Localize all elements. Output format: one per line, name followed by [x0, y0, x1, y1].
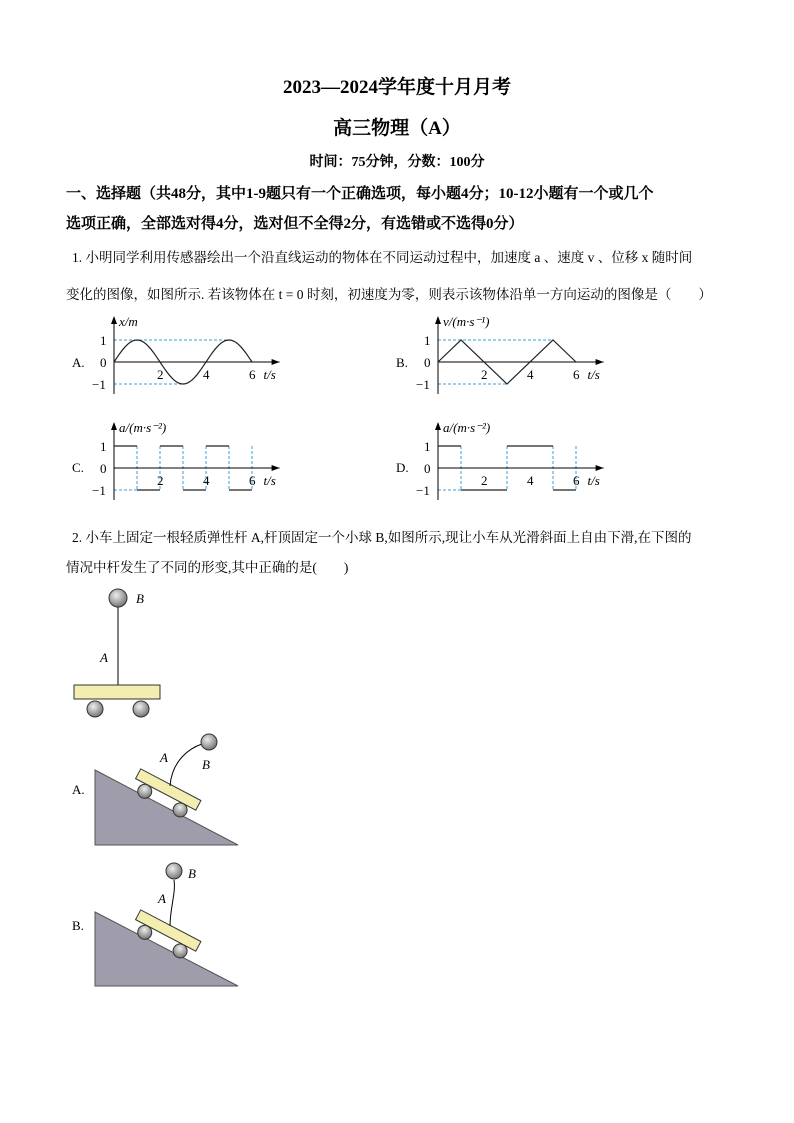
q1-text-line1: 1. 小明同学利用传感器绘出一个沿直线运动的物体在不同运动过程中，加速度 a 、速度 v 、位移 x 随时间	[72, 250, 693, 265]
tick-label: 2	[481, 367, 488, 382]
incline	[95, 770, 238, 845]
label-b: B	[188, 866, 196, 881]
tick-label: −1	[92, 377, 106, 392]
x-axis-arrow	[596, 465, 604, 471]
x-axis-label: t/s	[587, 367, 600, 382]
y-axis-label: x/m	[119, 314, 138, 329]
cart-wheel	[87, 701, 103, 717]
tick-label: 0	[424, 355, 431, 370]
subject-title: 高三物理（A）	[333, 118, 461, 139]
q1-option-b-label: B.	[396, 355, 408, 370]
label-b: B	[202, 757, 210, 772]
label-a: A	[160, 750, 168, 765]
q2-option-b-figure	[90, 858, 250, 988]
tick-label: 1	[424, 333, 431, 348]
x-axis-arrow	[596, 359, 604, 365]
cart-body	[74, 685, 160, 699]
tick-label: −1	[416, 483, 430, 498]
tick-label: 6	[249, 367, 256, 382]
y-axis-label: a/(m·s⁻²)	[119, 420, 167, 435]
q1-option-a-label: A.	[72, 355, 85, 370]
tick-label: 2	[157, 473, 164, 488]
ball-b	[109, 589, 127, 607]
cart-wheel	[133, 701, 149, 717]
y-axis-label: a/(m·s⁻²)	[443, 420, 491, 435]
label-a: A	[100, 650, 108, 665]
tick-label: 1	[424, 439, 431, 454]
q2-option-b-label: B.	[72, 918, 84, 933]
x-axis-label: t/s	[263, 367, 276, 382]
graph-d-at	[416, 418, 636, 503]
section-heading-line1: 一、选择题（共48分，其中1-9题只有一个正确选项，每小题4分；10-12小题有一个或几个	[66, 186, 654, 202]
cart-reference-figure	[60, 585, 180, 720]
x-axis-label: t/s	[263, 473, 276, 488]
x-axis-arrow	[272, 359, 280, 365]
q1-option-c-label: C.	[72, 460, 84, 475]
tick-label: 4	[203, 473, 210, 488]
q2-option-a-figure	[90, 730, 250, 850]
tick-label: −1	[416, 377, 430, 392]
graph-c-at	[92, 418, 292, 503]
q1-text-line2: 变化的图像，如图所示. 若该物体在 t = 0 时刻，初速度为零，则表示该物体沿单一方向运动的图像是（ ）	[66, 287, 712, 302]
section-heading-line2: 选项正确，全部选对得4分，选对但不全得2分，有选错或不选得0分）	[66, 216, 524, 232]
y-axis-arrow	[111, 316, 117, 324]
label-a: A	[158, 891, 166, 906]
label-b: B	[136, 591, 144, 606]
y-axis-label: v/(m·s⁻¹)	[443, 314, 490, 329]
rod-a-bent	[170, 744, 202, 786]
tick-label: 1	[100, 333, 107, 348]
tick-label: 4	[203, 367, 210, 382]
tick-label: 4	[527, 473, 534, 488]
tick-label: 6	[249, 473, 256, 488]
q2-text-line2: 情况中杆发生了不同的形变,其中正确的是( )	[66, 560, 349, 575]
y-axis-arrow	[435, 316, 441, 324]
tick-label: 6	[573, 473, 580, 488]
tick-label: −1	[92, 483, 106, 498]
tick-label: 4	[527, 367, 534, 382]
y-axis-arrow	[111, 422, 117, 430]
exam-title: 2023—2024学年度十月月考	[282, 77, 511, 98]
tick-label: 0	[100, 355, 107, 370]
graph-a-xt	[92, 312, 292, 397]
tick-label: 1	[100, 439, 107, 454]
exam-info: 时间：75分钟，分数：100分	[309, 155, 485, 170]
tick-label: 6	[573, 367, 580, 382]
x-axis-arrow	[272, 465, 280, 471]
x-axis-label: t/s	[587, 473, 600, 488]
ball-b	[166, 863, 182, 879]
tick-label: 2	[481, 473, 488, 488]
tick-label: 2	[157, 367, 164, 382]
tick-label: 0	[100, 461, 107, 476]
rod-a-bent	[170, 880, 174, 926]
q1-option-d-label: D.	[396, 460, 409, 475]
q2-text-line1: 2. 小车上固定一根轻质弹性杆 A,杆顶固定一个小球 B,如图所示,现让小车从光滑斜面上自由下滑,在下图的	[72, 530, 692, 545]
tick-label: 0	[424, 461, 431, 476]
y-axis-arrow	[435, 422, 441, 430]
graph-b-vt	[416, 312, 616, 397]
q2-option-a-label: A.	[72, 782, 85, 797]
ball-b	[201, 734, 217, 750]
